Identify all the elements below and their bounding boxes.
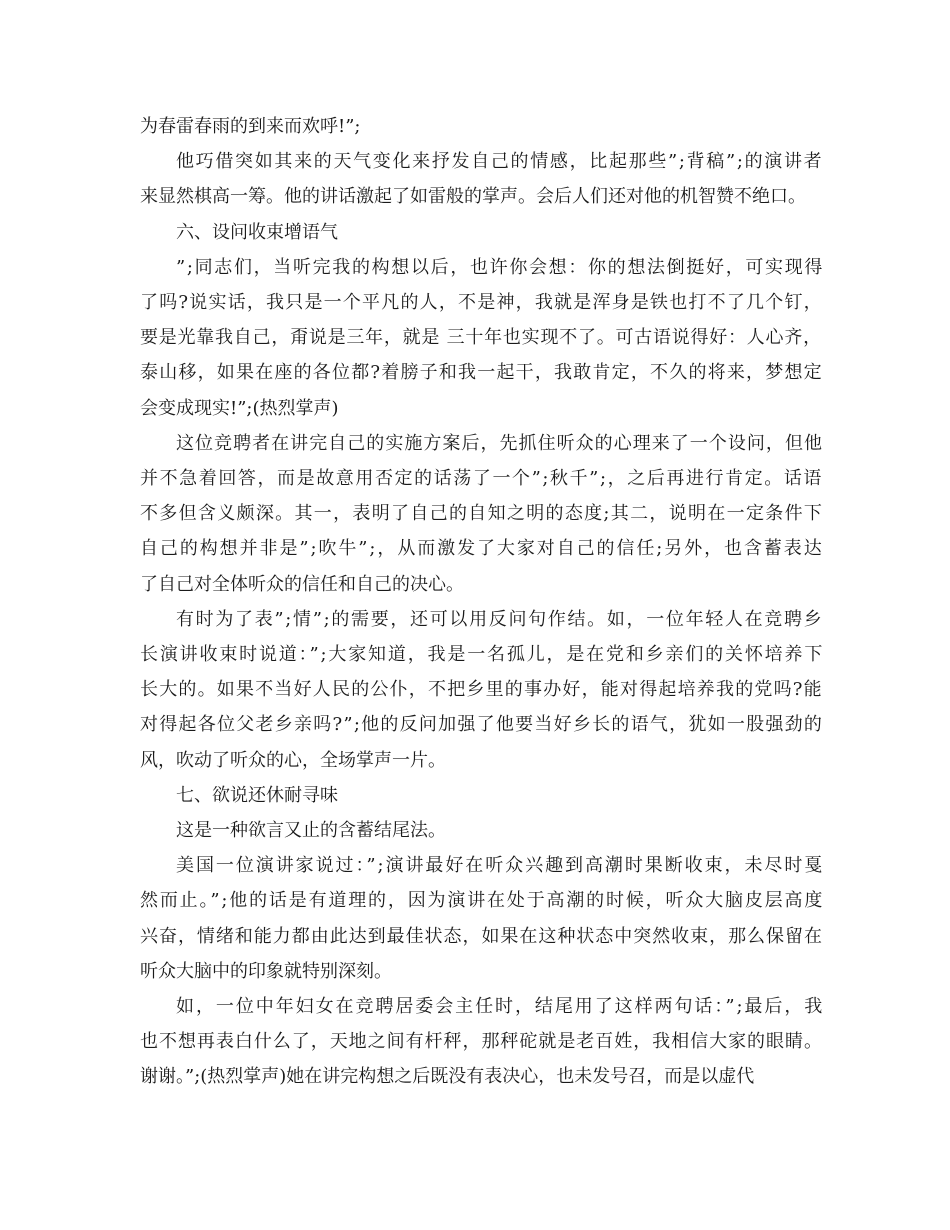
text-line: 长演讲收束时说道：”;大家知道，我是一名孤儿，是在党和乡亲们的关怀培养下	[140, 644, 825, 665]
text-line: 为春雷春雨的到来而欢呼!”;	[140, 116, 361, 137]
text-line: 风，吹动了听众的心，全场掌声一片。	[140, 750, 446, 771]
text-line: 兴奋，情绪和能力都由此达到最佳状态，如果在这种状态中突然收束，那么保留在	[140, 926, 823, 947]
text-line: 然而止。”;他的话是有道理的，因为演讲在处于高潮的时候，听众大脑皮层高度	[140, 890, 825, 911]
text-line: 自己的构想并非是”;吹牛”;，从而激发了大家对自己的信任;另外，也含蓄表达	[140, 538, 824, 559]
text-line: 不多但含义颇深。其一，表明了自己的自知之明的态度;其二，说明在一定条件下	[140, 503, 824, 524]
text-line: 泰山移，如果在座的各位都?着膀子和我一起干，我敢肯定，不久的将来，梦想定	[140, 362, 823, 383]
text-line: 有时为了表”;情”;的需要，还可以用反问句作结。如，一位年轻人在竞聘乡	[176, 609, 824, 630]
text-line: 如，一位中年妇女在竞聘居委会主任时，结尾用了这样两句话：”;最后，我	[176, 996, 825, 1017]
text-line: ”;同志们，当听完我的构想以后，也许你会想：你的想法倒挺好，可实现得	[176, 257, 825, 278]
text-line: 听众大脑中的印象就特别深刻。	[140, 961, 392, 982]
text-line: 会变成现实!”;(热烈掌声)	[140, 398, 339, 419]
section-heading: 七、欲说还休耐寻味	[176, 785, 338, 806]
section-heading: 六、设问收束增语气	[176, 222, 338, 243]
text-line: 美国一位演讲家说过：”;演讲最好在听众兴趣到高潮时果断收束，未尽时戛	[176, 855, 825, 876]
text-line: 也不想再表白什么了，天地之间有杆秤，那秤砣就是老百姓，我相信大家的眼睛。	[140, 1031, 823, 1052]
text-line: 了吗?说实话，我只是一个平凡的人，不是神，我就是浑身是铁也打不了几个钉，	[140, 292, 823, 313]
text-line: 了自己对全体听众的信任和自己的决心。	[140, 574, 464, 595]
text-line: 来显然棋高一筹。他的讲话激起了如雷般的掌声。会后人们还对他的机智赞不绝口。	[140, 186, 806, 207]
text-line: 这是一种欲言又止的含蓄结尾法。	[176, 820, 446, 841]
text-line: 并不急着回答，而是故意用否定的话荡了一个”;秋千”;，之后再进行肯定。话语	[140, 468, 823, 489]
text-line: 他巧借突如其来的天气变化来抒发自己的情感，比起那些”;背稿”;的演讲者	[176, 151, 824, 172]
text-line: 对得起各位父老乡亲吗?”;他的反问加强了他要当好乡长的语气，犹如一股强劲的	[140, 714, 824, 735]
text-line: 长大的。如果不当好人民的公仆，不把乡里的事办好，能对得起培养我的党吗?能	[140, 679, 823, 700]
text-line: 这位竞聘者在讲完自己的实施方案后，先抓住听众的心理来了一个设问，但他	[176, 433, 824, 454]
text-line: 谢谢。”;(热烈掌声)她在讲完构想之后既没有表决心，也未发号召，而是以虚代	[140, 1066, 755, 1087]
text-line: 要是光靠我自己，甭说是三年，就是 三十年也实现不了。可古语说得好：人心齐，	[140, 327, 822, 348]
